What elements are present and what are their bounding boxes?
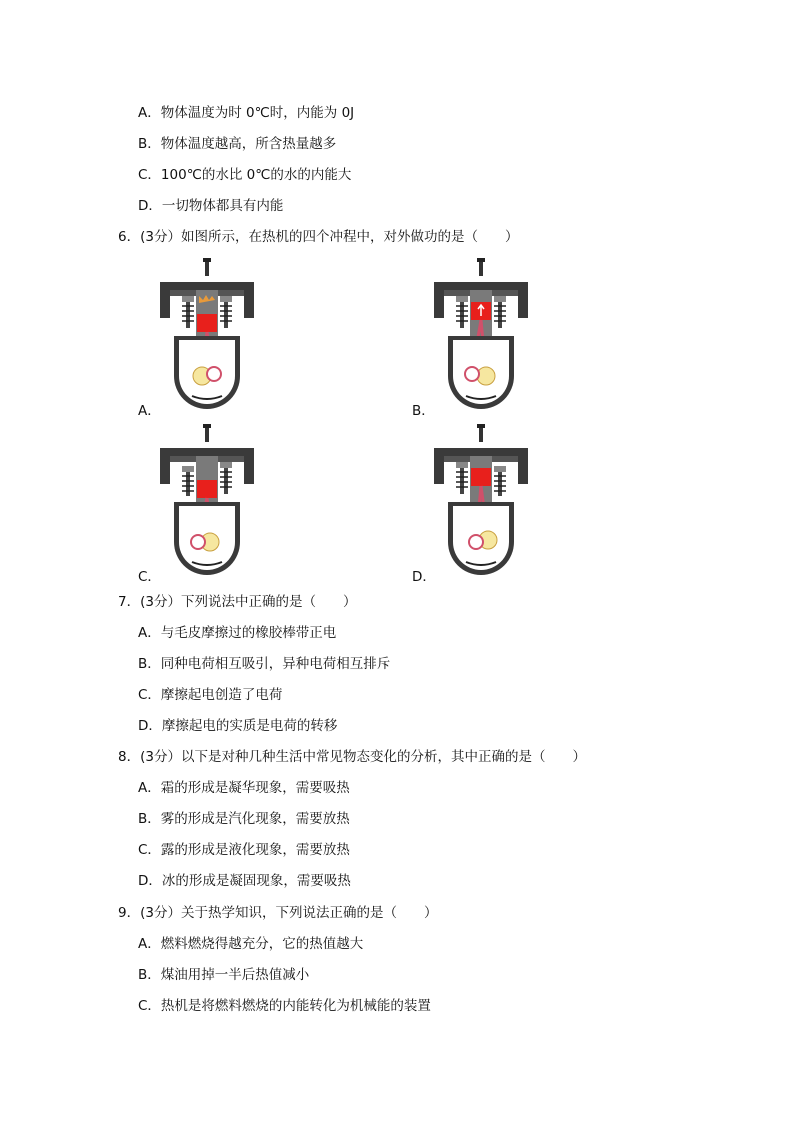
engine-figure-b [426, 256, 536, 416]
q8-option-a: A．霜的形成是凝华现象，需要吸热 [138, 780, 350, 796]
engine-figure-d [426, 422, 536, 582]
q5-option-c: C．100℃的水比 0℃的水的内能大 [138, 167, 352, 183]
q5-option-a: A．物体温度为时 0℃时，内能为 0J [138, 105, 355, 121]
engine-figure-c [152, 422, 262, 582]
q6-figure-label-d: D． [412, 569, 436, 585]
q8-option-c: C．露的形成是液化现象，需要放热 [138, 842, 350, 858]
engine-stroke-icon [152, 256, 262, 416]
q5-option-d: D．一切物体都具有内能 [138, 198, 284, 214]
q8-option-d: D．冰的形成是凝固现象，需要吸热 [138, 873, 351, 889]
q6-stem: 6．(3分）如图所示，在热机的四个冲程中，对外做功的是（ ） [118, 229, 519, 245]
q8-stem: 8．(3分）以下是对种几种生活中常见物态变化的分析，其中正确的是（ ） [118, 749, 586, 765]
q5-option-b: B．物体温度越高，所含热量越多 [138, 136, 337, 152]
q7-option-a: A．与毛皮摩擦过的橡胶棒带正电 [138, 625, 337, 641]
engine-stroke-icon [426, 422, 536, 582]
engine-figure-a [152, 256, 262, 416]
q9-stem: 9．(3分）关于热学知识，下列说法正确的是（ ） [118, 905, 438, 921]
q9-option-b: B．煤油用掉一半后热值减小 [138, 967, 310, 983]
engine-stroke-icon [426, 256, 536, 416]
q6-figure-label-c: C． [138, 569, 161, 585]
q6-figure-label-b: B． [412, 403, 435, 419]
q7-option-c: C．摩擦起电创造了电荷 [138, 687, 283, 703]
q7-option-d: D．摩擦起电的实质是电荷的转移 [138, 718, 338, 734]
engine-stroke-icon [152, 422, 262, 582]
q8-option-b: B．雾的形成是汽化现象，需要放热 [138, 811, 350, 827]
q6-figure-label-a: A． [138, 403, 161, 419]
q9-option-c: C．热机是将燃料燃烧的内能转化为机械能的装置 [138, 998, 431, 1014]
q9-option-a: A．燃料燃烧得越充分，它的热值越大 [138, 936, 364, 952]
q7-stem: 7．(3分）下列说法中正确的是（ ） [118, 594, 357, 610]
q7-option-b: B．同种电荷相互吸引，异种电荷相互排斥 [138, 656, 391, 672]
